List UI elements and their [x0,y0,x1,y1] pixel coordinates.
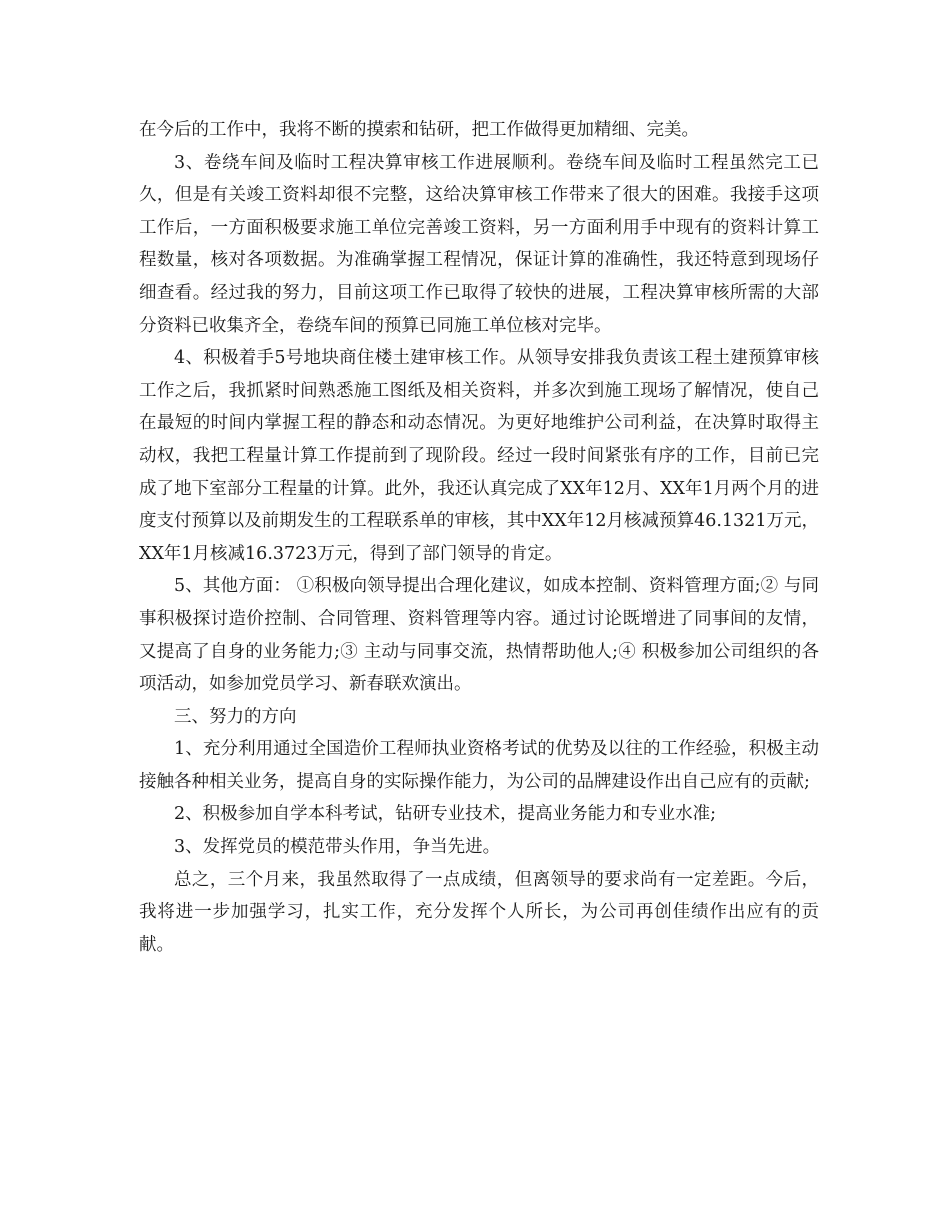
paragraph-direction-2: 2、积极参加自学本科考试，钻研专业技术，提高业务能力和专业水准; [174,804,717,825]
document-body [139,114,819,961]
paragraph-item-5: 5、其他方面： ①积极向领导提出合理化建议，如成本控制、资料管理方面;② 与同事积极探讨造价控制、合同管理、资料管理等内容。通过讨论既增进了同事间的友情，又提高了自身的业务能力;③ 主动与同事交流，热情帮助他人;④ 积极参加公司组织的各项活动，如参加党员学习、新春联欢演出。 [139,576,819,695]
paragraph-direction-3: 3、发挥党员的模范带头作用，争当先进。 [174,837,501,858]
paragraph-item-3: 3、卷绕车间及临时工程决算审核工作进展顺利。卷绕车间及临时工程虽然完工已久，但是有关竣工资料却很不完整，这给决算审核工作带来了很大的困难。我接手这项工作后，一方面积极要求施工单位完善竣工资料，另一方面利用手中现有的资料计算工程数量，核对各项数据。为准确掌握工程情况，保证计算的准确性，我还特意到现场仔细查看。经过我的努力，目前这项工作已取得了较快的进展，工程决算审核所需的大部分资料已收集齐全，卷绕车间的预算已同施工单位核对完毕。 [139,152,819,336]
paragraph-continuation: 在今后的工作中，我将不断的摸索和钻研，把工作做得更加精细、完美。 [139,120,699,140]
section-heading-direction: 三、努力的方向 [174,706,297,727]
paragraph-conclusion: 总之，三个月来，我虽然取得了一点成绩，但离领导的要求尚有一定差距。今后，我将进一步加强学习，扎实工作，充分发挥个人所长，为公司再创佳绩作出应有的贡献。 [139,869,819,955]
paragraph-item-4: 4、积极着手5号地块商住楼土建审核工作。从领导安排我负责该工程土建预算审核工作之后，我抓紧时间熟悉施工图纸及相关资料，并多次到施工现场了解情况，使自己在最短的时间内掌握工程的静态和动态情况。为更好地维护公司利益，在决算时取得主动权，我把工程量计算工作提前到了现阶段。经过一段时间紧张有序的工作，目前已完成了地下室部分工程量的计算。此外，我还认真完成了XX年12月、XX年1月两个月的进度支付预算以及前期发生的工程联系单的审核，其中XX年12月核减预算46.1321万元，XX年1月核减16.3723万元，得到了部门领导的肯定。 [139,348,819,564]
paragraph-direction-1: 1、充分利用通过全国造价工程师执业资格考试的优势及以往的工作经验，积极主动接触各种相关业务，提高自身的实际操作能力，为公司的品牌建设作出自己应有的贡献; [139,739,819,792]
